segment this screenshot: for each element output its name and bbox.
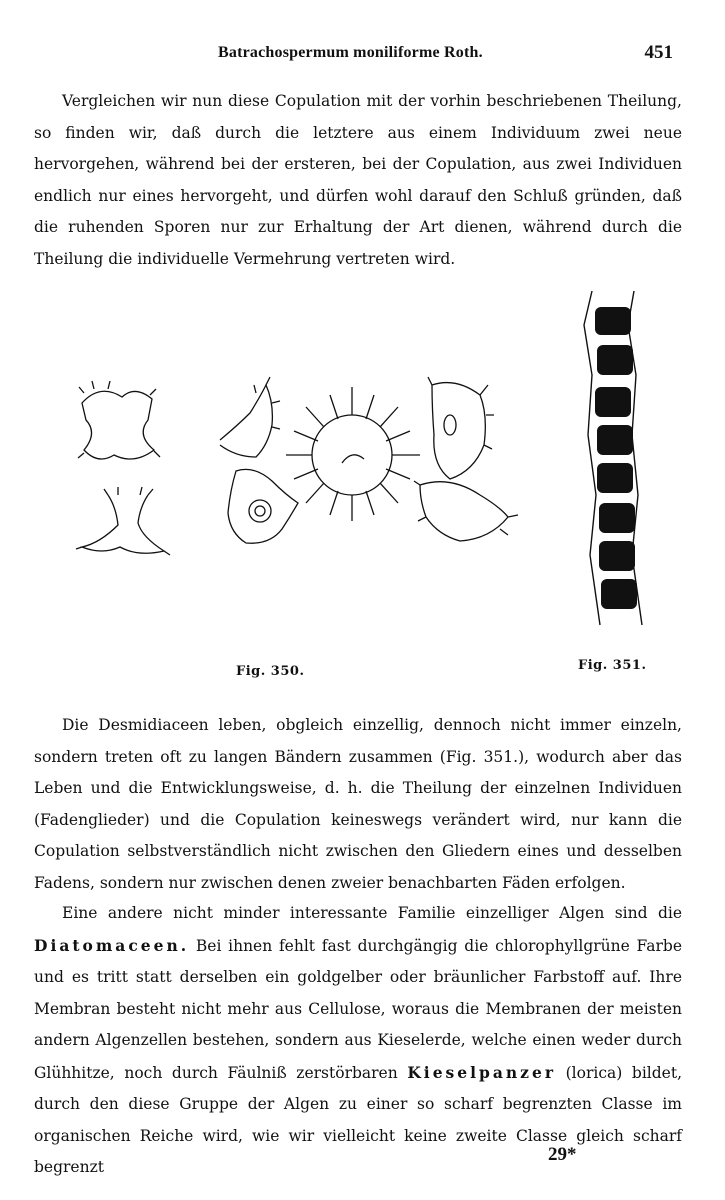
filament-segment bbox=[597, 463, 633, 493]
fig-351-illustration bbox=[60, 285, 660, 685]
filament-segment bbox=[599, 541, 635, 571]
p3-end: (lorica) bildet, durch den diese Gruppe der Algen zu einer so scharf begrenzten Classe im organischen Reiche wird, wie wir vielleicht keine zweite Classe gleich scharf begrenzt bbox=[34, 1063, 682, 1176]
page-header bbox=[0, 44, 725, 68]
desmid-filament bbox=[584, 291, 642, 625]
paragraph-desmidiaceae: Die Desmidiaceen leben, obgleich einzellig, dennoch nicht immer einzeln, sondern treten oft zu langen Bändern zusammen (Fig. 351.), wodurch aber das Leben und die Entwicklungsweise, d. h. die Theilung der einzelnen Individuen (Fadenglieder) und die Copulation keineswegs verändert wird, nur kann die Copulation selbstverständlich nicht zwischen den Gliedern eines und desselben Fadens, sondern nur zwischen denen zweier benachbarten Fäden erfolgen. bbox=[34, 716, 682, 892]
filament-segment bbox=[599, 503, 635, 533]
p3-start: Eine andere nicht minder interessante Familie einzelliger Algen sind die bbox=[62, 904, 682, 922]
p3-mid: Bei ihnen fehlt fast durchgängig die chlorophyllgrüne Farbe und es tritt statt derselben ein goldgelber oder bräunlicher Farbstoff auf. Ihre Membran besteht nicht mehr aus Cellulose, woraus die Membranen der meisten andern Algenzellen bestehen, sondern aus Kieselerde, welche einen weder durch Glühhitze, noch durch Fäulniß zerstörbaren bbox=[34, 936, 682, 1082]
filament-segment bbox=[597, 425, 633, 455]
filament-segment bbox=[601, 579, 637, 609]
filament-segment bbox=[595, 307, 631, 335]
term-diatomaceen: Diatomaceen. bbox=[34, 935, 190, 955]
paragraph-copulation: Vergleichen wir nun diese Copulation mit der vorhin beschriebenen Theilung, so finden wir, daß durch die letztere aus einem Individuum zwei neue hervorgehen, während bei der ersteren, bei der Copulation, aus zwei Individuen endlich nur eines hervorgeht, und dürfen wohl darauf den Schluß gründen, daß die ruhenden Sporen nur zur Erhaltung der Art dienen, während durch die Theilung die individuelle Vermehrung vertreten wird. bbox=[34, 92, 682, 268]
page-number: 451 bbox=[644, 42, 673, 63]
figure-caption-350: Fig. 350. bbox=[236, 664, 305, 679]
paragraph-diatomaceae bbox=[34, 898, 682, 1184]
figure-area bbox=[60, 285, 660, 685]
filament-segment bbox=[595, 387, 631, 417]
term-kieselpanzer: Kieselpanzer bbox=[407, 1062, 557, 1082]
filament-segment bbox=[597, 345, 633, 375]
running-title: Batrachospermum moniliforme Roth. bbox=[218, 44, 483, 61]
figure-caption-351: Fig. 351. bbox=[578, 658, 647, 673]
sheet-signature: 29* bbox=[548, 1144, 577, 1165]
